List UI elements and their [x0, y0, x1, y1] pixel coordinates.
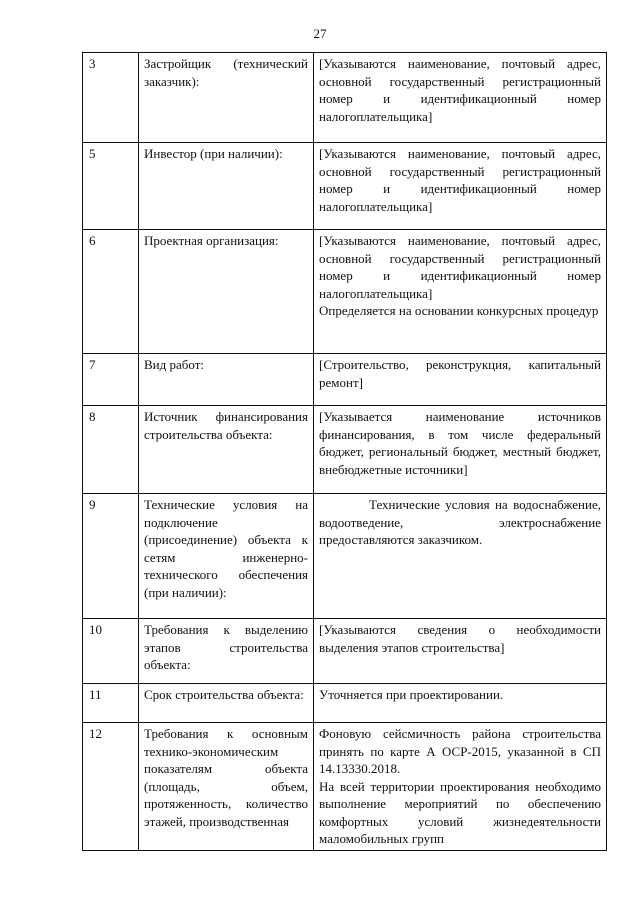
- table-row: [83, 143, 607, 230]
- row-value-text: [Указываются наименование, почтовый адрес, основной государственный регистрационный номер и идентификационный номер налогоплательщика]: [319, 146, 601, 214]
- page-number: 27: [313, 26, 327, 41]
- row-value: [314, 230, 607, 354]
- row-value-text: На всей территории проектирования необходимо выполнение мероприятий по обеспечению комфортных условий жизнедеятельности маломобильных групп: [319, 778, 601, 846]
- row-value-text: [Указывается наименование источников финансирования, в том числе федеральный бюджет, региональный бюджет, местный бюджет, внебюджетные источники]: [319, 409, 601, 477]
- row-value: [314, 619, 607, 684]
- row-value-text: Определяется на основании конкурсных процедур: [319, 303, 599, 318]
- table-row: [83, 406, 607, 494]
- requirements-table: [82, 52, 607, 851]
- row-value-text: [Указываются наименование, почтовый адрес, основной государственный регистрационный номер и идентификационный номер налогоплательщика]: [319, 56, 601, 124]
- row-number: 12: [83, 723, 139, 851]
- table-row: [83, 619, 607, 684]
- row-number: 11: [83, 684, 139, 723]
- row-value: [314, 684, 607, 723]
- row-value: [314, 143, 607, 230]
- row-label: Вид работ:: [139, 354, 314, 406]
- table-row: [83, 494, 607, 619]
- row-value: [314, 354, 607, 406]
- row-value-text: Уточняется при проектировании.: [319, 687, 504, 702]
- row-number: 8: [83, 406, 139, 494]
- row-value: [314, 406, 607, 494]
- row-label: Срок строительства объекта:: [139, 684, 314, 723]
- table-row: [83, 53, 607, 143]
- row-value: [314, 494, 607, 619]
- row-number: 5: [83, 143, 139, 230]
- row-number: 9: [83, 494, 139, 619]
- row-number: 10: [83, 619, 139, 684]
- table-row: [83, 354, 607, 406]
- table-row: [83, 684, 607, 723]
- row-label: Требования к основным технико-экономическим показателям объекта (площадь, объем, протяженность, количество этажей, производственная: [139, 723, 314, 851]
- row-value-text: [Строительство, реконструкция, капитальный ремонт]: [319, 357, 601, 390]
- table-row: [83, 723, 607, 851]
- row-value-text: Технические условия на водоснабжение, водоотведение, электроснабжение предоставляются заказчиком.: [319, 497, 601, 547]
- row-value-text: [Указываются сведения о необходимости выделения этапов строительства]: [319, 622, 601, 655]
- table-row: [83, 230, 607, 354]
- row-label: Технические условия на подключение (присоединение) объекта к сетям инженерно-технического обеспечения (при наличии):: [139, 494, 314, 619]
- row-number: 7: [83, 354, 139, 406]
- row-label: Инвестор (при наличии):: [139, 143, 314, 230]
- row-label: Застройщик (технический заказчик):: [139, 53, 314, 143]
- row-number: 3: [83, 53, 139, 143]
- row-value: [314, 53, 607, 143]
- row-label: Требования к выделению этапов строительства объекта:: [139, 619, 314, 684]
- row-value-text: [Указываются наименование, почтовый адрес, основной государственный регистрационный номер и идентификационный номер налогоплательщика]: [319, 233, 601, 301]
- row-label: Источник финансирования строительства объекта:: [139, 406, 314, 494]
- row-label: Проектная организация:: [139, 230, 314, 354]
- row-number: 6: [83, 230, 139, 354]
- row-value: [314, 723, 607, 851]
- row-value-text: Фоновую сейсмичность района строительства принять по карте А ОСР-2015, указанной в СП 14.13330.2018.: [319, 726, 601, 776]
